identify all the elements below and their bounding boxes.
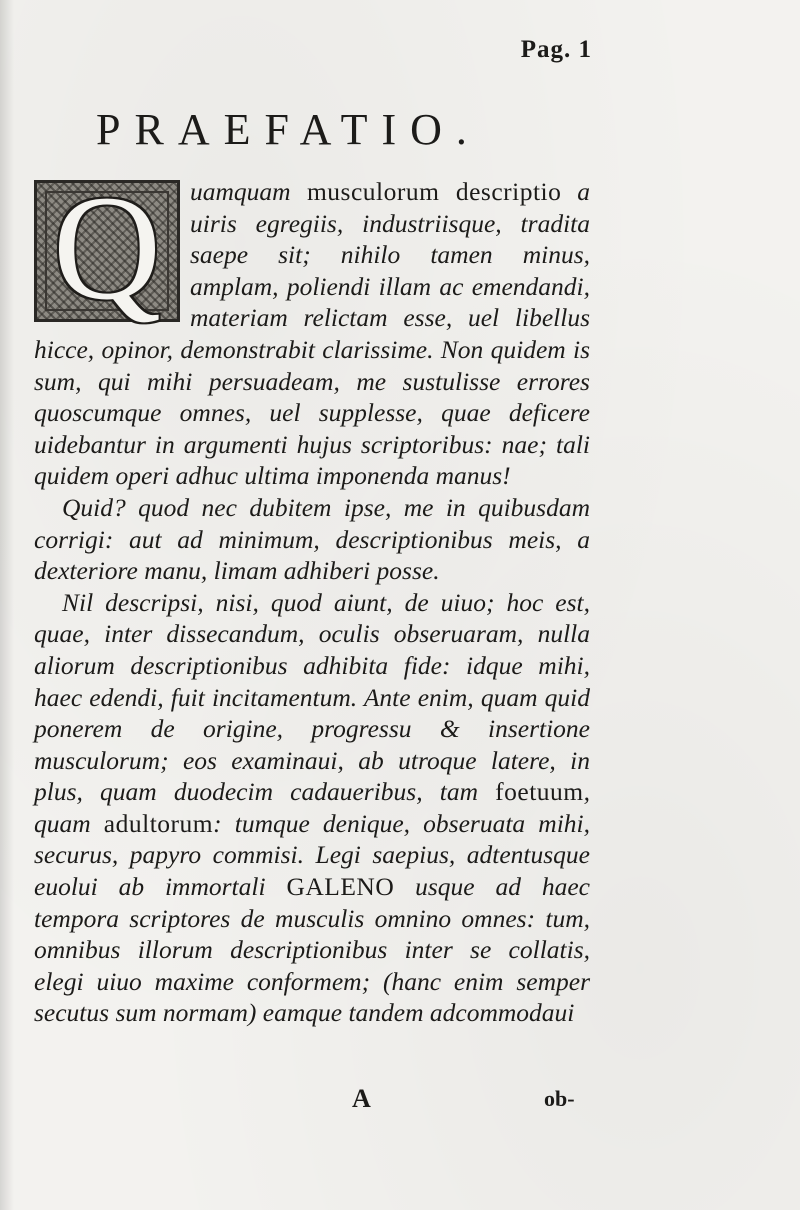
paragraph-1 [34, 165, 591, 492]
paragraph-1-lead: uamquam [190, 177, 291, 206]
paragraph-3-part-d: usque ad haec tempora scriptores de musculis omnino omnes: tum, omnibus illorum descriptionibus inter se collatis, elegi uiuo maxime conformem; (hanc enim semper secutus sum normam) eamque tandem adcommodaui [34, 872, 590, 1028]
word-adultorum: adultorum [103, 808, 214, 838]
catchword: ob- [544, 1086, 575, 1111]
paragraph-1-lead-upright: musculorum descriptio [290, 177, 562, 206]
paragraph-1-rest: a uiris egregiis, industriisque, tradita saepe sit; nihilo tamen minus, amplam, poliendi illam ac emendandi, materiam relictam esse, uel libellus hicce, opinor, demonstrabit clarissime. Non quidem is sum, qui mihi persuadeam, me sustulisse errores quoscumque omnes, uel supplesse, quae deficere uidebantur in argumenti hujus scriptoribus: nae; tali quidem operi adhuc ultima imponenda manus! [34, 177, 591, 491]
word-foetuum: foetuum [495, 777, 584, 807]
paragraph-3-part-a: Nil descripsi, nisi, quod aiunt, de uiuo; hoc est, quae, inter dissecandum, oculis obseruaram, nulla aliorum descriptionibus adhibita fide: idque mihi, haec edendi, fuit incitamentum. Ante enim, quam quid ponerem de origine, progressu & insertione musculorum; eos examinaui, ab utroque latere, in plus, quam duodecim cadaueribus, tam [34, 587, 590, 807]
drop-cap-letter: Q [52, 165, 162, 331]
body-text [34, 165, 591, 1029]
page-number: Pag. 1 [520, 36, 592, 63]
chapter-title: PRAEFATIO. [96, 105, 481, 154]
paragraph-3 [34, 587, 590, 1029]
ornamental-drop-cap [34, 165, 180, 331]
paragraph-2: Quid? quod nec dubitem ipse, me in quibusdam corrigi: aut ad minimum, descriptionibus meis, a dexteriore manu, limam adhiberi posse. [34, 492, 590, 586]
page-gutter-shadow [0, 0, 14, 1210]
paragraph-3-part-c: : tumque denique, obseruata mihi, securus, papyro commisi. Legi saepius, adtentusque euolui ab immortali [34, 808, 590, 902]
paragraph-3-part-b: , quam [34, 777, 590, 838]
word-galeno: GALENO [286, 872, 395, 902]
signature-mark: A [352, 1084, 371, 1113]
